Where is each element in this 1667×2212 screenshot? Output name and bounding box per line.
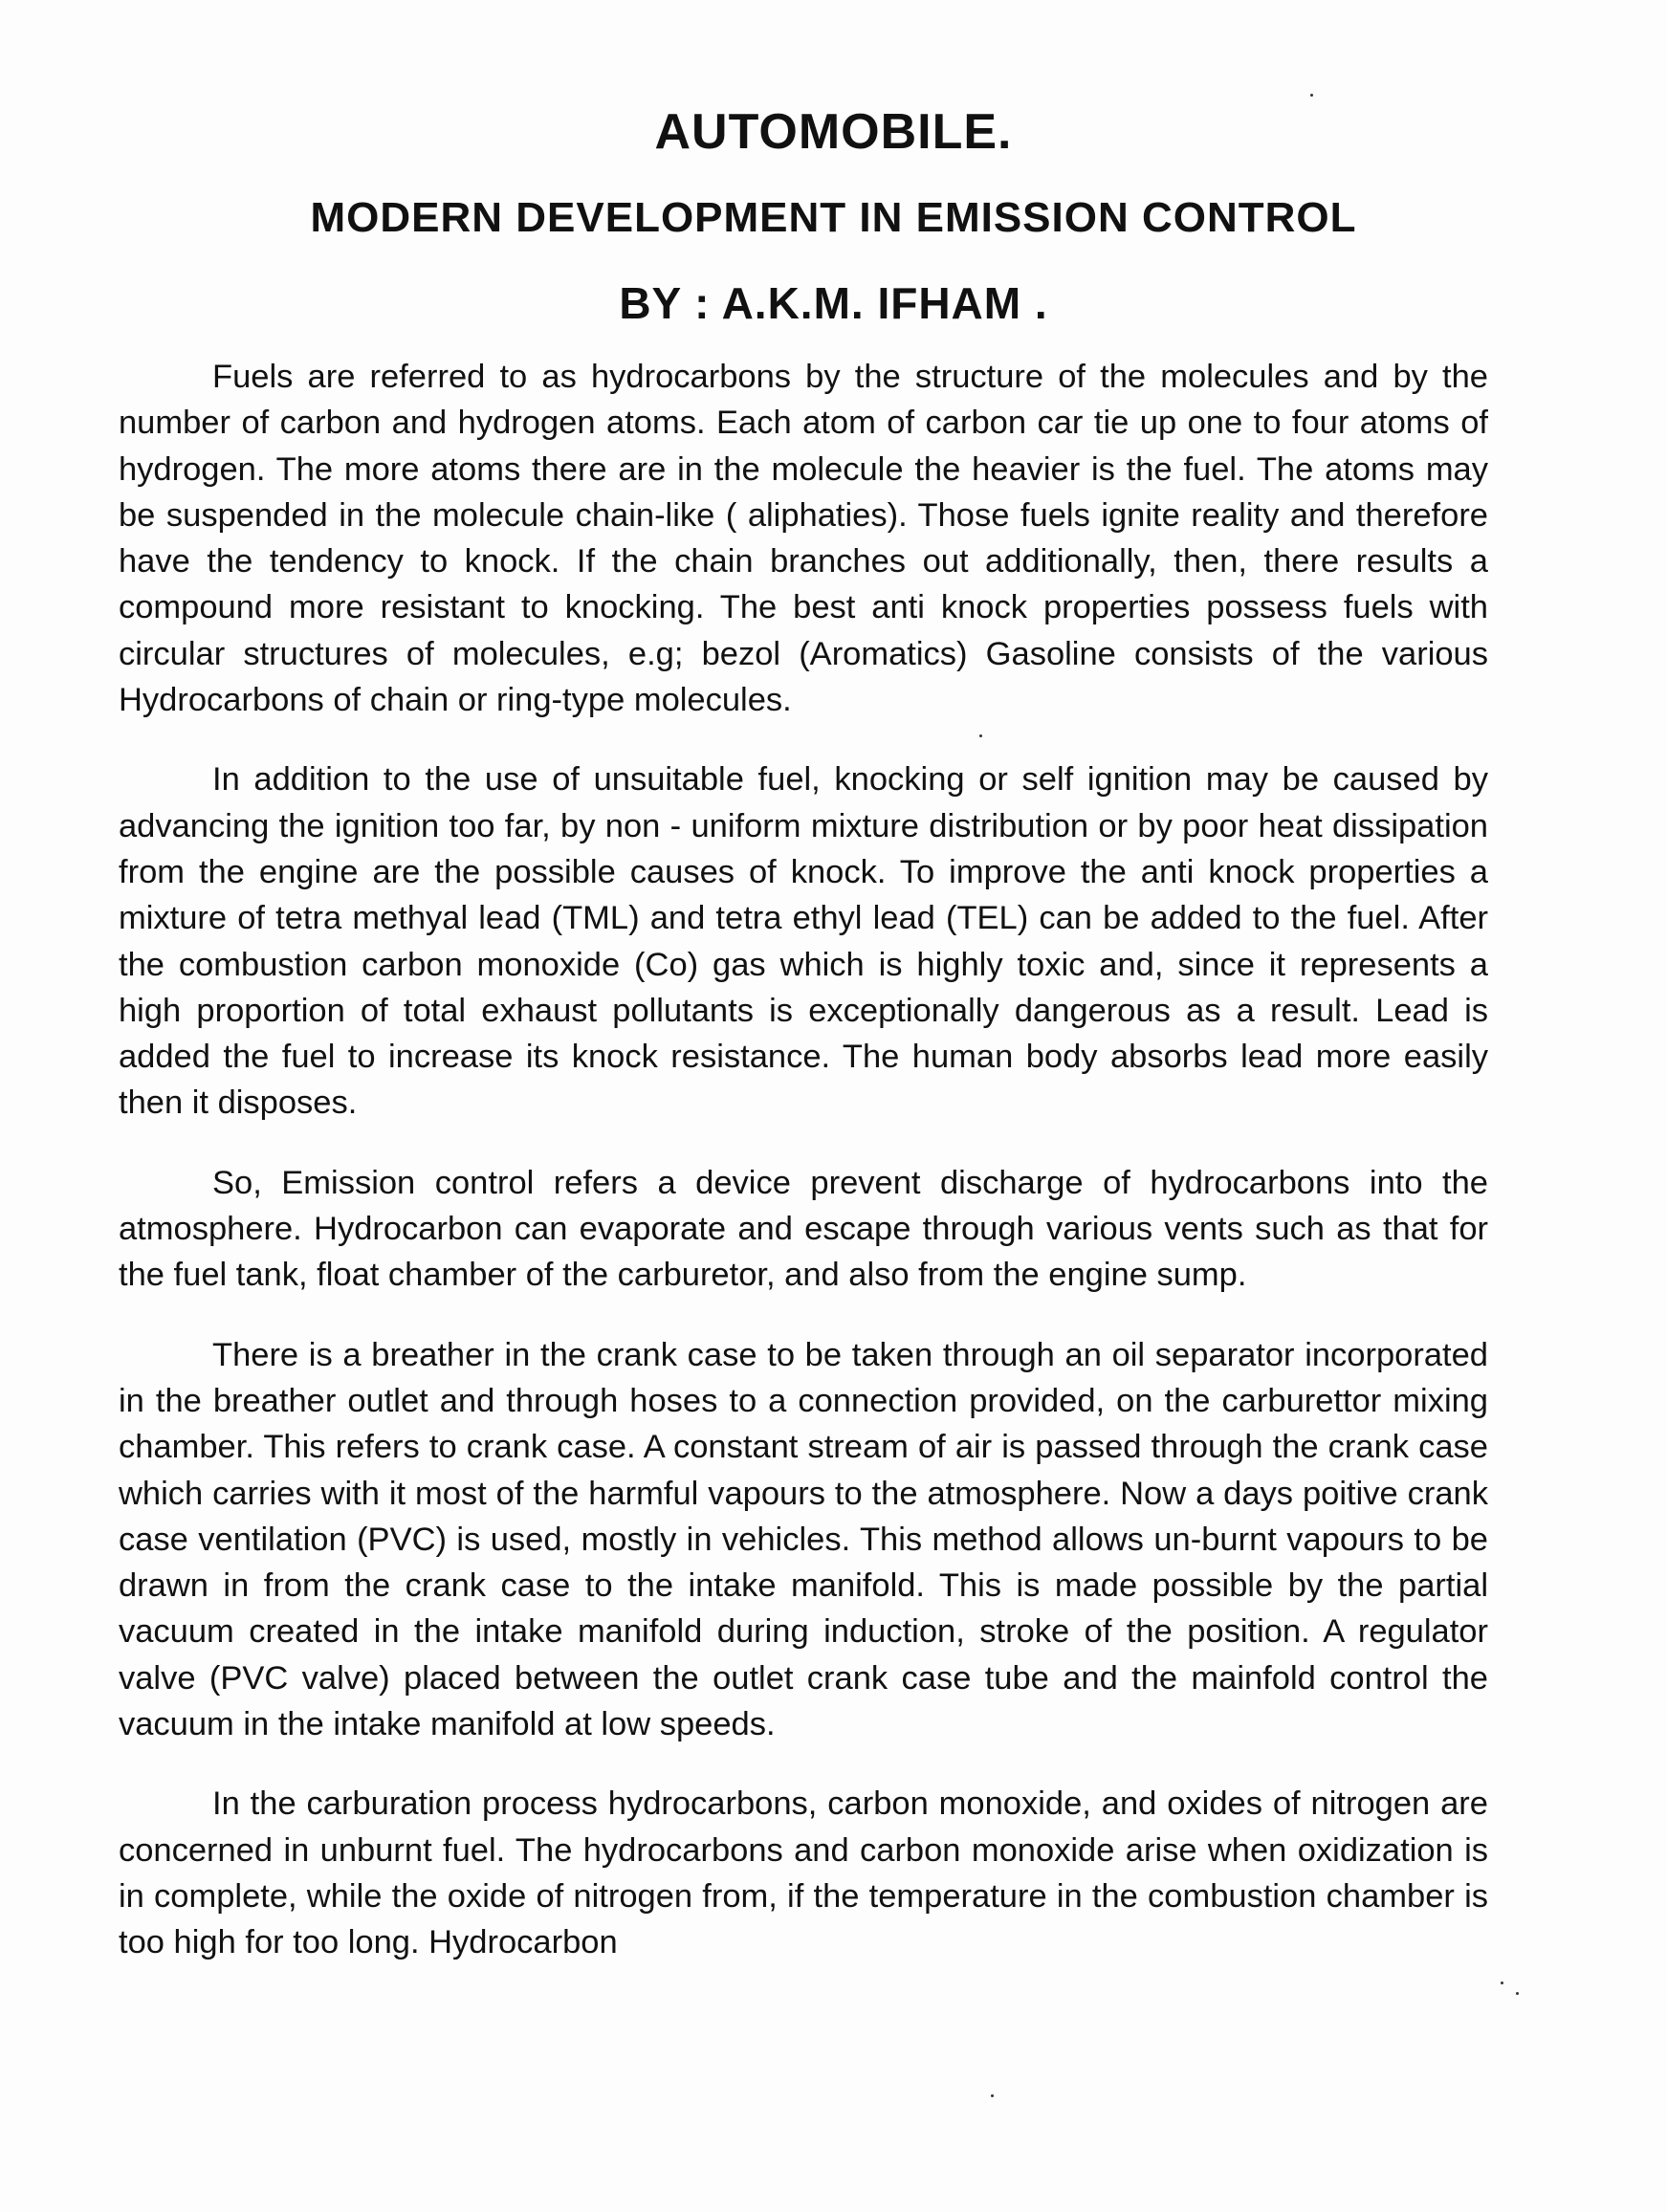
document-title: AUTOMOBILE. (654, 104, 1013, 160)
paragraph-carburation: In the carburation process hydrocarbons, carbon monoxide, and oxides of nitrogen are concerned in unburnt fuel. The hydrocarbons and carbon monoxide arise when oxidization is in complete, while the oxide of nitrogen from, if the temperature in the combustion chamber is too high for too long. Hydrocarbon (119, 1785, 1488, 1961)
author-byline: BY : A.K.M. IFHAM . (619, 278, 1048, 328)
scan-speck (1501, 1982, 1503, 1984)
paragraph-crank-case: There is a breather in the crank case to be taken through an oil separator incorporated in the breather outlet and through hoses to a connection provided, on the carburettor mixing chamber. This refers to crank case. A constant stream of air is passed through the crank case which carries with it most of the harmful vapours to the atmosphere. Now a days poitive crank case ventilation (PVC) is used, mostly in vehicles. This method allows un-burnt vapours to be drawn in from the crank case to the intake manifold. This is made possible by the partial vacuum created in the intake manifold during induction, stroke of the position. A regulator valve (PVC valve) placed between the outlet crank case tube and the mainfold control the vacuum in the intake manifold at low speeds. (119, 1336, 1488, 1743)
paragraph-emission-control: So, Emission control refers a device prevent discharge of hydrocarbons into the atmosphere. Hydrocarbon can evaporate and escape through various vents such as that for the fuel tank, float chamber of the carburetor, and also from the engine sump. (119, 1164, 1488, 1294)
paragraph-knocking: In addition to the use of unsuitable fuel, knocking or self ignition may be caused by advancing the ignition too far, by non - uniform mixture distribution or by poor heat dissipation from the engine are the possible causes of knock. To improve the anti knock properties a mixture of tetra methyal lead (TML) and tetra ethyl lead (TEL) can be added to the fuel. After the combustion carbon monoxide (Co) gas which is highly toxic and, since it represents a high proportion of total exhaust pollutants is exceptionally dangerous as a result. Lead is added the fuel to increase its knock resistance. The human body absorbs lead more easily then it disposes. (119, 761, 1488, 1122)
scan-speck (1516, 1992, 1519, 1995)
document-subtitle: MODERN DEVELOPMENT IN EMISSION CONTROL (310, 194, 1357, 241)
paragraph-fuels: Fuels are referred to as hydrocarbons by the structure of the molecules and by the number of carbon and hydrogen atoms. Each atom of carbon car tie up one to four atoms of hydrogen. The more atoms there are in the molecule the heavier is the fuel. The atoms may be suspended in the molecule chain-like ( aliphaties). Those fuels ignite reality and therefore have the tendency to knock. If the chain branches out additionally, then, there results a compound more resistant to knocking. The best anti knock properties possess fuels with circular structures of molecules, e.g; bezol (Aromatics) Gasoline consists of the various Hydrocarbons of chain or ring-type molecules. (119, 359, 1488, 719)
scan-speck (1310, 94, 1313, 97)
scan-speck (979, 734, 982, 737)
article-body (119, 354, 1488, 2000)
scan-speck (991, 2094, 994, 2097)
